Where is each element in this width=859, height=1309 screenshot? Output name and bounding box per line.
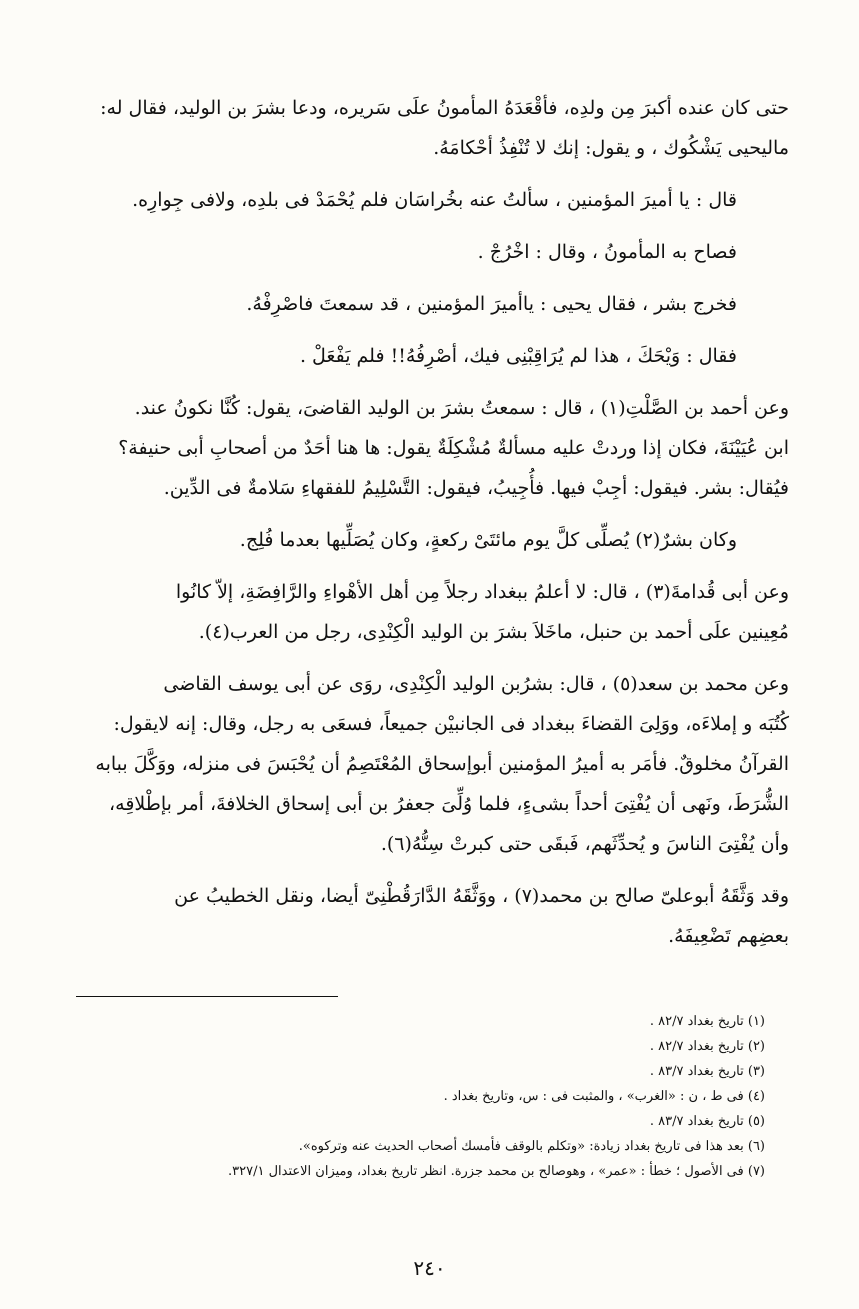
main-text	[76, 88, 789, 956]
footnote-divider	[76, 996, 338, 997]
paragraph	[76, 336, 789, 376]
text-line: وعن أبى قُدامةَ(٣) ، قال: لا أعلمُ ببغداد رجلاً مِن أهل الأهْواءِ والرَّافِضَةِ، إلاّ كانُوا	[175, 581, 789, 603]
text-line: فقال : وَيْحَكَ ، هذا لم يُرَاقِبْنِى فيك، أصْرِفُهُ!! فلم يَفْعَلْ .	[299, 345, 737, 367]
footnote: (٤) فى ط ، ن : «الغرب» ، والمثبت فى : س، وتاريخ بغداد .	[443, 1089, 765, 1104]
footnote: (٧) فى الأصول ؛ خطأ : «عمر» ، وهوصالح بن محمد جزرة. انظر تاريخ بغداد، وميزان الاعتدال ٣٢٧/١.	[228, 1164, 765, 1179]
text-line: فيُقال: بشر. فيقول: أجِبْ فيها. فأُجِيبُ، فيقول: التَّسْلِيمُ للفقهاءِ سَلامةٌ فى الدِّين.	[163, 477, 789, 499]
text-line: ابن عُيَيْنَةَ، فكان إذا وردتْ عليه مسألةٌ مُشْكِلَةٌ يقول: ها هنا أحَدٌ من أصحابِ أبى حنيفة؟	[118, 437, 789, 459]
text-line: الشُّرَطَ، ونَهى أن يُفْتِىَ أحداً بشىءٍ، فلما وُلِّىَ جعفرُ بن أبى إسحاق الخلافةَ، أمر بإطْلاقِه،	[109, 793, 789, 815]
text-line: ماليحيى يَشْكُوك ، و يقول: إنك لا تُنْفِذُ أحْكامَهُ.	[433, 137, 789, 159]
text-line: القرآنُ مخلوقٌ. فأمَر به أميرُ المؤمنين أبوإسحاق المُعْتَصِمُ أن يُحْبَسَ فى منزله، ووَكَّلَ ببابه	[95, 753, 789, 775]
paragraph	[76, 284, 789, 324]
text-line: وعن محمد بن سعد(٥) ، قال: بشرُبن الوليد الْكِنْدِى، روَى عن أبى يوسف القاضى	[163, 673, 789, 695]
text-line: وأن يُفْتِىَ الناسَ و يُحدِّثَهم، فَبقَى حتى كبرتْ سِنُّهُ(٦).	[380, 833, 789, 855]
text-line: وكان بشرٌ(٢) يُصلِّى كلَّ يوم مائتَىْ ركعةٍ، وكان يُصَلِّيها بعدما فُلِج.	[239, 529, 737, 551]
footnote: (٦) بعد هذا فى تاريخ بغداد زيادة: «وتكلم بالوقف فأمسك أصحاب الحديث عنه وتركوه».	[298, 1139, 765, 1154]
paragraph	[76, 388, 789, 508]
paragraph	[76, 232, 789, 272]
footnote: (١) تاريخ بغداد ٨٢/٧ .	[649, 1014, 765, 1029]
paragraph	[76, 572, 789, 652]
text-line: مُعِينين علَى أحمد بن حنبل، ماخَلاَ بشرَ بن الوليد الْكِنْدِى، رجل من العرب(٤).	[198, 621, 789, 643]
paragraph	[76, 664, 789, 864]
text-line: كُتُبَه و إملاءَه، ووَلِىَ القضاءَ ببغداد فى الجانبيْن جميعاً، فسعَى به رجل، وقال: إنه لايقول:	[113, 713, 789, 735]
text-line: بعضِهم تَضْعِيفَهُ.	[668, 925, 789, 947]
paragraph	[76, 180, 789, 220]
footnotes	[76, 1009, 789, 1184]
text-line: وعن أحمد بن الصَّلْتِ(١) ، قال : سمعتُ بشرَ بن الوليد القاضىَ، يقول: كُنَّا نكونُ عند.	[134, 397, 789, 419]
footnote: (٢) تاريخ بغداد ٨٢/٧ .	[649, 1039, 765, 1054]
text-line: وقد وَثَّقَهُ أبوعلىّ صالح بن محمد(٧) ، ووَثَّقَهُ الدَّارَقُطْنِىّ أيضا، ونقل الخطيبُ عن	[174, 885, 789, 907]
page-number: ٢٤٠	[413, 1256, 446, 1280]
paragraph	[76, 876, 789, 956]
text-line: فخرج بشر ، فقال يحيى : ياأميرَ المؤمنين ، قد سمعتَ فاصْرِفْهُ.	[246, 293, 737, 315]
text-line: فصاح به المأمونُ ، وقال : اخْرُجْ .	[477, 241, 737, 263]
text-line: قال : يا أميرَ المؤمنين ، سألتُ عنه بخُراسَان فلم يُحْمَدْ فى بلدِه، ولافى جِوارِه.	[132, 189, 737, 211]
footnote: (٣) تاريخ بغداد ٨٣/٧ .	[649, 1064, 765, 1079]
footnote: (٥) تاريخ بغداد ٨٣/٧ .	[649, 1114, 765, 1129]
paragraph	[76, 520, 789, 560]
paragraph	[76, 88, 789, 168]
text-line: حتى كان عنده أكبرَ مِن ولدِه، فأقْعَدَهُ المأمونُ علَى سَريره، ودعا بشرَ بن الوليد، فقال له:	[100, 97, 789, 119]
